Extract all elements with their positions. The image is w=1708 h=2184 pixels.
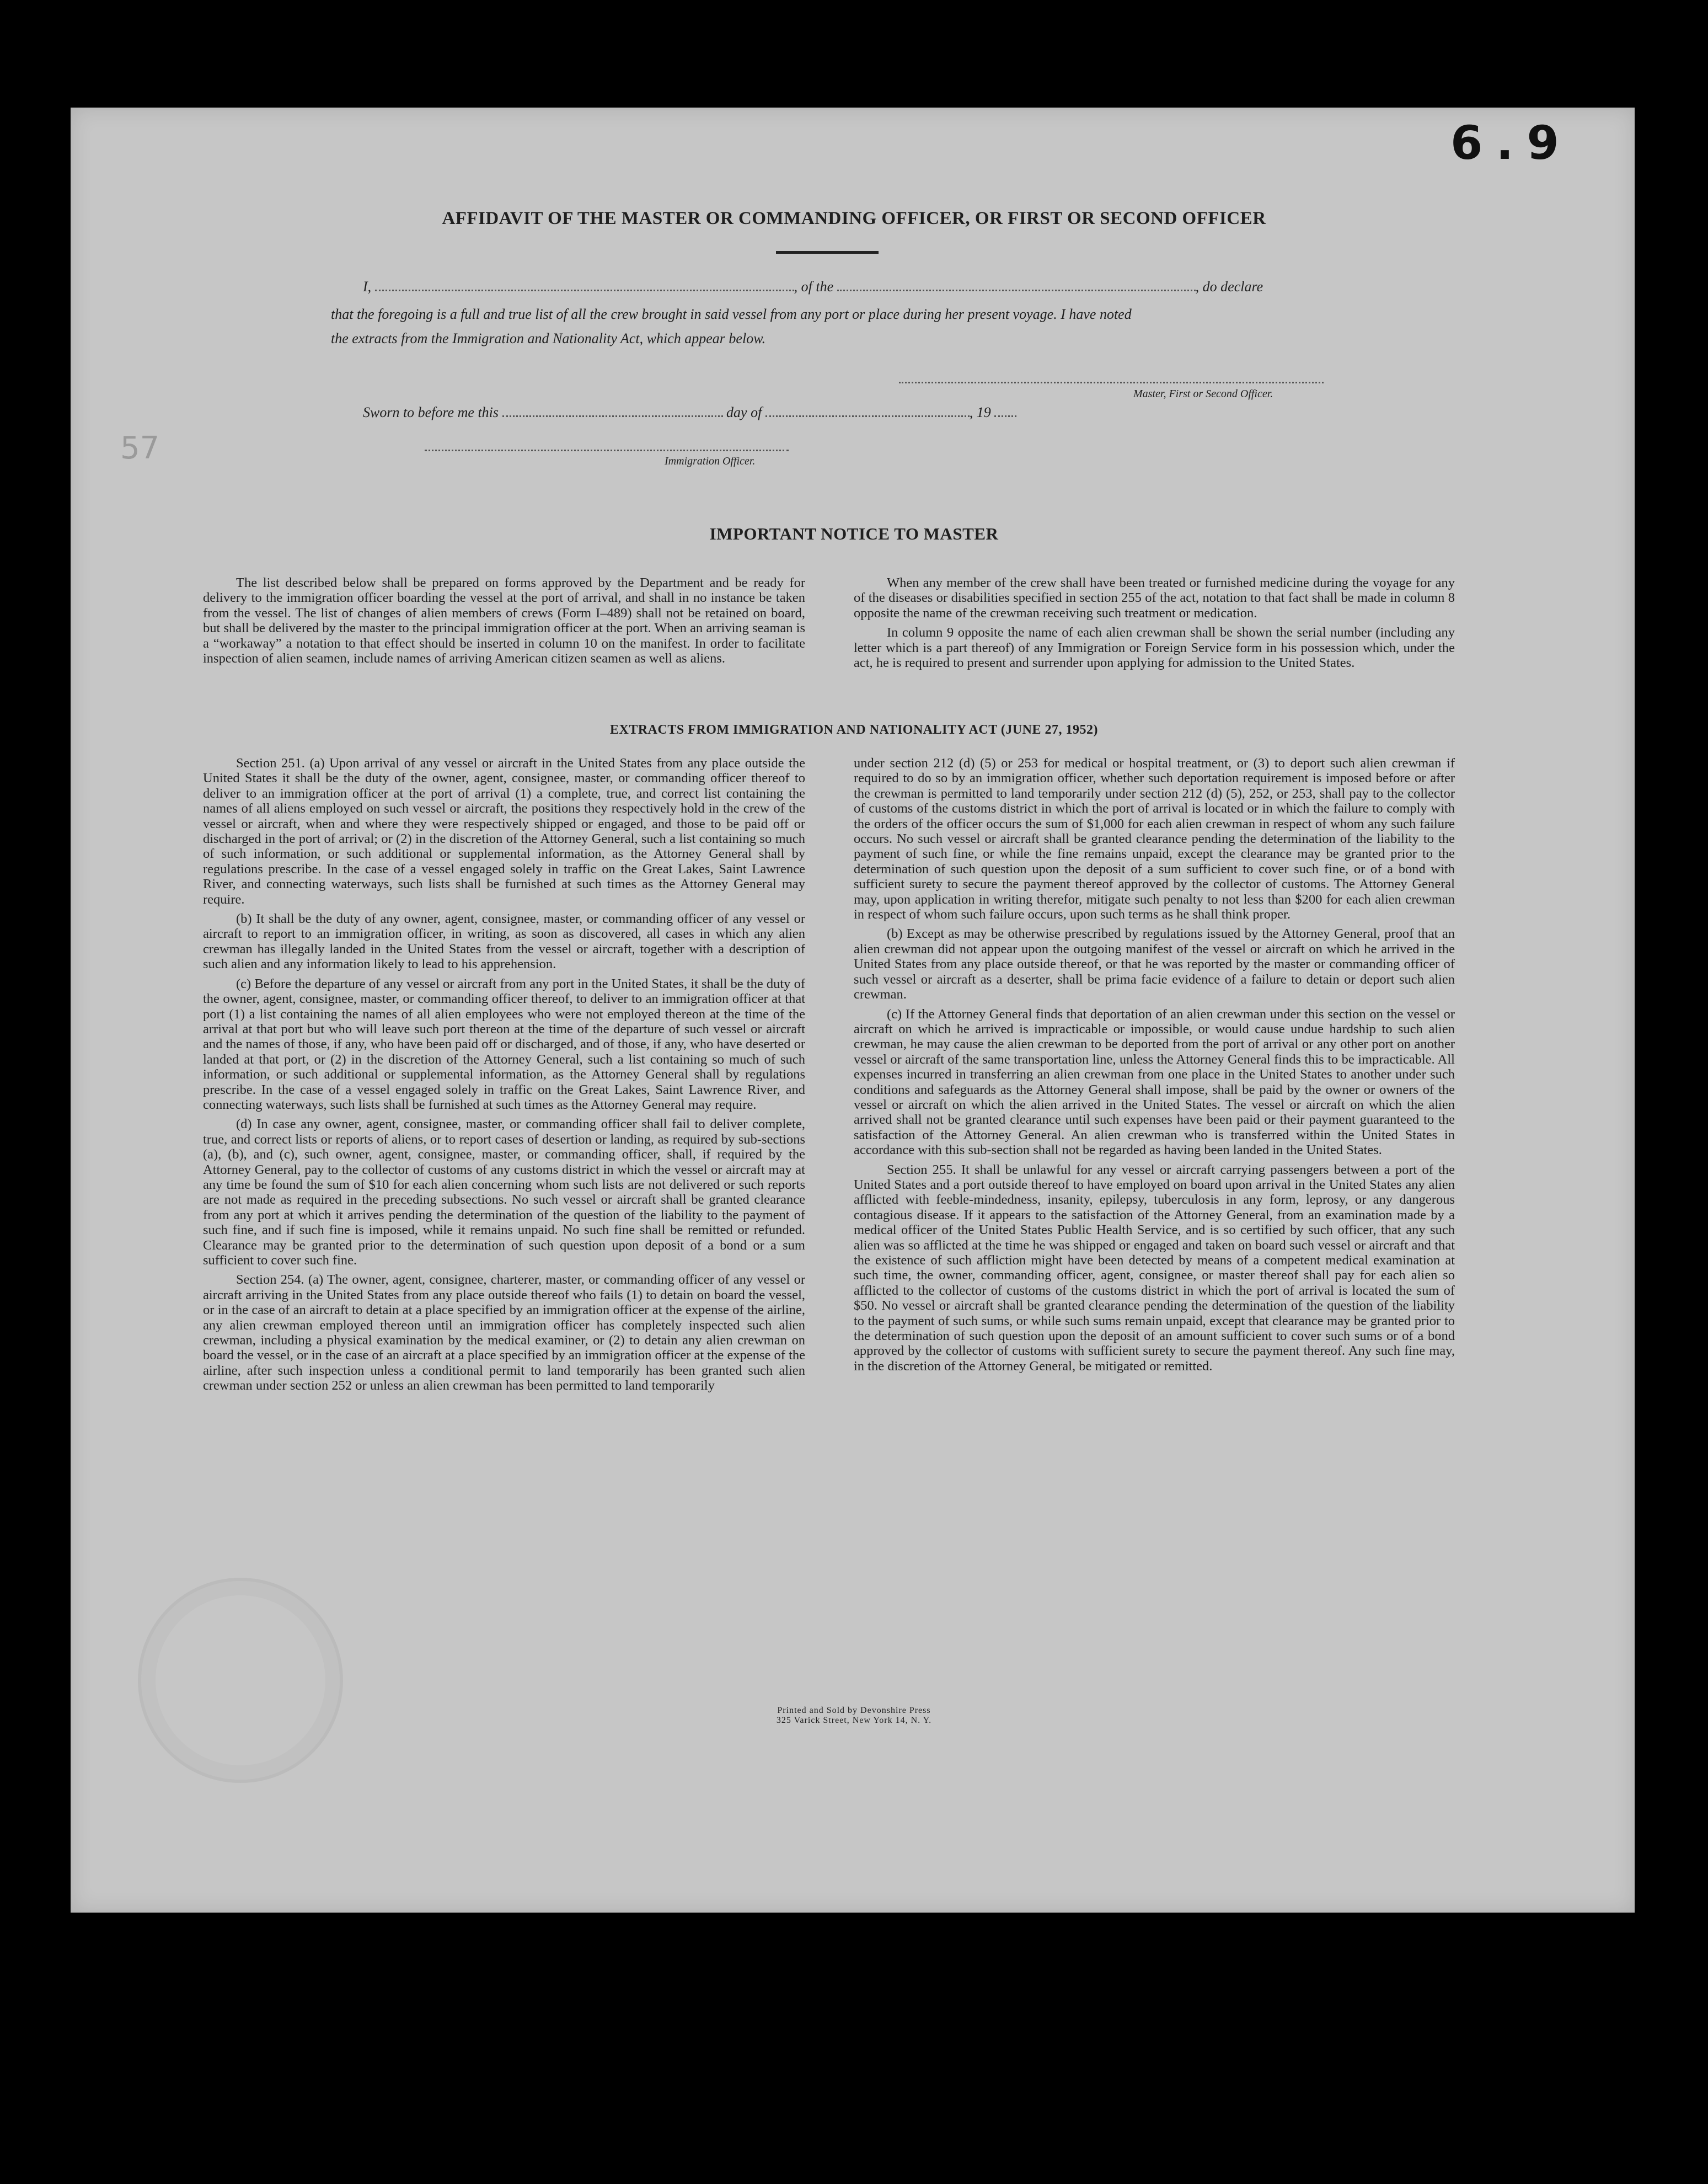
section-paragraph: Section 254. (a) The owner, agent, consignee, charterer, master, or commanding officer of any vessel or aircraft arriving in the United States from any place outside thereof who fails (1) to detain on board the vessel, or in the case of an aircraft to detain at a place specified by an immigration officer at the expense of the airline, any alien crewman employed thereon until an immigration officer has completely inspected such alien crewman, including a physical examination by the medical examiner, or (2) to detain any alien crewman on board the vessel, or in the case of an aircraft at a place specified by an immigration officer at the expense of the airline, after such inspection unless a conditional permit to land temporarily has been granted such alien crewman under section 252 or unless an alien crewman has been permitted to land temporarily: [203, 1272, 805, 1393]
declaration-line: [363, 279, 1263, 295]
section-paragraph: (c) If the Attorney General finds that deportation of an alien crewman under this section on the vessel or aircraft on which he arrived is impracticable or impossible, or would cause undue hardship to such alien crewman, he may cause the alien crewman to be deported from the port of arrival or any other port on another vessel or aircraft of the same transportation line, unless the Attorney General finds this to be impracticable. All expenses incurred in transferring an alien crewman from one place in the United States to another under such conditions and safeguards as the Attorney General shall impose, shall be paid by the owner or owners of the vessel or aircraft on which the alien arrived in the United States. The vessel or aircraft on which the alien arrived shall not be granted clearance until such expenses have been paid or their payment guaranteed to the satisfaction of the Attorney General. An alien crewman who is transferred within the United States in accordance with this sub-section shall not be regarded as having been landed in the United States.: [854, 1006, 1455, 1158]
section-paragraph: under section 212 (d) (5) or 253 for medical or hospital treatment, or (3) to deport such alien crewman if required to do so by an immigration officer, whether such deportation requirement is imposed before or after the crewman is permitted to land temporarily under section 212 (d) (5), 252, or 253, shall pay to the collector of customs of the customs district in which the port of arrival is located or in which the failure to comply with the orders of the officer occurs the sum of $1,000 for each alien crewman in respect of whom any such failure occurs. No such vessel or aircraft shall be granted clearance pending the determination of the liability to the payment of such fine, or while the fine remains unpaid, except the clearance may be granted prior to the determination of such question upon the deposit of a sum sufficient to cover such fine, or of a bond with sufficient surety to secure the payment thereof approved by the collector of customs. The Attorney General may, upon application in writing therefor, mitigate such penalty to not less than $200 for each alien crewman in respect of whom such failure occurs, upon such terms as he shall think proper.: [854, 756, 1455, 922]
notice-paragraph: In column 9 opposite the name of each alien crewman shall be shown the serial number (including any letter which is a part thereof) of any Immigration or Foreign Service form in his possession which, under the act, he is required to present and surrender upon applying for admission to the United States.: [854, 625, 1455, 671]
embossed-seal: [138, 1578, 343, 1783]
notice-right-column: [854, 575, 1455, 675]
section-paragraph: Section 255. It shall be unlawful for any vessel or aircraft carrying passengers between a port of the United States and a port outside thereof to have employed on board upon arrival in the United States any alien afflicted with feeble-mindedness, insanity, epilepsy, tuberculosis in any form, leprosy, or any dangerous contagious disease. If it appears to the satisfaction of the Attorney General, from an examination made by a medical officer of the United States Public Health Service, and is so certified by such officer, that any such alien was so afflicted at the time he was shipped or engaged and taken on board such vessel or aircraft and that the existence of such affliction might have been detected by means of a competent medical examination at such time, the owner, commanding officer, agent, consignee, or master thereof shall pay for each alien so afflicted to the collector of customs of the customs district in which the port of arrival is located the sum of $50. No vessel or aircraft shall be granted clearance pending the determination of the question of the liability to the payment of such sums, or while such sums remain unpaid, except that clearance may be granted prior to the determination of such question upon the deposit of an amount sufficient to cover such sums or of a bond approved by the collector of customs with sufficient surety to secure the payment thereof. Any such fine may, in the discretion of the Attorney General, be mitigated or remitted.: [854, 1162, 1455, 1374]
sworn-line: [363, 404, 1016, 421]
section-paragraph: Section 251. (a) Upon arrival of any vessel or aircraft in the United States from any place outside the United States it shall be the duty of the owner, agent, consignee, master, or commanding officer thereof to deliver to an immigration officer at the port of arrival (1) a complete, true, and correct list containing the names of all aliens employed on such vessel or aircraft, the positions they respectively hold in the crew of the vessel or aircraft, when and where they were respectively shipped or engaged, and those to be paid off or discharged in the port of arrival; or (2) in the discretion of the Attorney General, such a list containing so much of such information, or such additional or supplemental information, as the Attorney General shall by regulations prescribe. In the case of a vessel engaged solely in traffic on the Great Lakes, Saint Lawrence River, and connecting waterways, such lists shall be furnished at such times as the Attorney General may require.: [203, 756, 805, 907]
vessel-field[interactable]: [837, 280, 1196, 291]
imprint-line-2: 325 Varick Street, New York 14, N. Y.: [776, 1716, 932, 1725]
imprint-line-1: Printed and Sold by Devonshire Press: [777, 1706, 931, 1715]
year-label: , 19: [969, 404, 991, 420]
section-paragraph: (c) Before the departure of any vessel or aircraft from any port in the United States, it shall be the duty of the owner, agent, consignee, master, or commanding officer thereof, to deliver to an immigration officer at that port (1) a list containing the names of all alien employees who were not employed thereon at the time of the arrival at that port but who will leave such port thereon at the time of the departure of such vessel or aircraft and the names of those, if any, who have been paid off or discharged, and of those, if any, who have deserted or landed at that port, or (2) in the discretion of the Attorney General, such a list containing so much of such information, or such additional or supplemental information, as the Attorney General shall by regulations prescribe. In the case of a vessel engaged solely in traffic on the Great Lakes, Saint Lawrence River, and connecting waterways, such lists shall be furnished at such times as the Attorney General may require.: [203, 976, 805, 1112]
extracts-left-column: [203, 756, 805, 1398]
sworn-year-field[interactable]: [994, 405, 1016, 417]
day-of-label: day of: [726, 404, 762, 420]
sworn-month-field[interactable]: [765, 405, 970, 417]
do-declare-label: , do declare: [1195, 279, 1263, 295]
section-paragraph: (b) Except as may be otherwise prescribed by regulations issued by the Attorney General, proof that an alien crewman did not appear upon the outgoing manifest of the vessel or aircraft on which he arrived in the United States from any place outside thereof, or that he was reported by the master or commanding officer of such vessel or aircraft as a deserter, shall be prima facie evidence of a failure to detain or deport such alien crewman.: [854, 926, 1455, 1002]
sworn-label: Sworn to before me this: [363, 404, 499, 420]
name-field[interactable]: [375, 280, 794, 291]
affidavit-title: AFFIDAVIT OF THE MASTER OR COMMANDING OFFICER, OR FIRST OR SECOND OFFICER: [442, 209, 1266, 228]
margin-number: 57: [120, 430, 160, 466]
officer-caption: Immigration Officer.: [665, 455, 756, 467]
section-paragraph: (b) It shall be the duty of any owner, agent, consignee, master, or commanding officer of any vessel or aircraft to report to an immigration officer, in writing, as soon as discovered, all cases in which any alien crewman has illegally landed in the United States from the vessel or aircraft, together with a description of such alien and any information likely to lead to his apprehension.: [203, 911, 805, 972]
extracts-right-column: [854, 756, 1455, 1378]
notice-left-column: [203, 575, 805, 670]
statement-line-1: that the foregoing is a full and true list of all the crew brought in said vessel from any port or place during her present voyage. I have noted: [331, 306, 1132, 322]
master-signature-line[interactable]: [899, 382, 1324, 383]
sworn-day-field[interactable]: [502, 405, 723, 417]
section-paragraph: (d) In case any owner, agent, consignee, master, or commanding officer shall fail to deliver complete, true, and correct lists or reports of aliens, or to report cases of desertion or landing, as required by sub-sections (a), (b), and (c), such owner, agent, consignee, master, or commanding officer, shall, if required by the Attorney General, pay to the collector of customs of any customs district in which the vessel or aircraft may at any time be found the sum of $10 for each alien concerning whom such lists are not delivered or such reports are not made as required in the preceding subsections. No such vessel or aircraft shall be granted clearance from any port at which it arrives pending the determination of the question of the liability to the payment of such fine, and if such fine is imposed, while it remains unpaid. No such fine shall be remitted or refunded. Clearance may be granted prior to the determination of such question upon deposit of a bond or a sum sufficient to cover such fine.: [203, 1117, 805, 1268]
printer-imprint: [0, 1706, 1708, 1726]
notice-title: IMPORTANT NOTICE TO MASTER: [709, 524, 999, 543]
title-rule: [776, 251, 879, 254]
extracts-title: EXTRACTS FROM IMMIGRATION AND NATIONALITY ACT (JUNE 27, 1952): [610, 723, 1098, 737]
of-the-label: , of the: [794, 279, 834, 295]
officer-signature-line[interactable]: [425, 450, 789, 451]
statement-line-2: the extracts from the Immigration and Nationality Act, which appear below.: [331, 330, 766, 346]
notice-paragraph: When any member of the crew shall have been treated or furnished medicine during the voyage for any of the diseases or disabilities specified in section 255 of the act, notation to that fact shall be made in column 8 opposite the name of the crewman receiving such treatment or medication.: [854, 575, 1455, 621]
page-mark: 6.9: [1450, 116, 1572, 170]
master-caption: Master, First or Second Officer.: [1133, 388, 1273, 400]
i-label: I,: [363, 279, 372, 295]
notice-paragraph: The list described below shall be prepared on forms approved by the Department and be ready for delivery to the immigration officer boarding the vessel at the port of arrival, and shall in no instance be taken from the vessel. The list of changes of alien members of crews (Form I–489) shall not be retained on board, but shall be delivered by the master to the principal immigration officer at the port. When an arriving seaman is a “workaway” a notation to that effect should be inserted in column 10 on the manifest. In order to facilitate inspection of alien seamen, include names of arriving American citizen seamen as well as aliens.: [203, 575, 805, 666]
